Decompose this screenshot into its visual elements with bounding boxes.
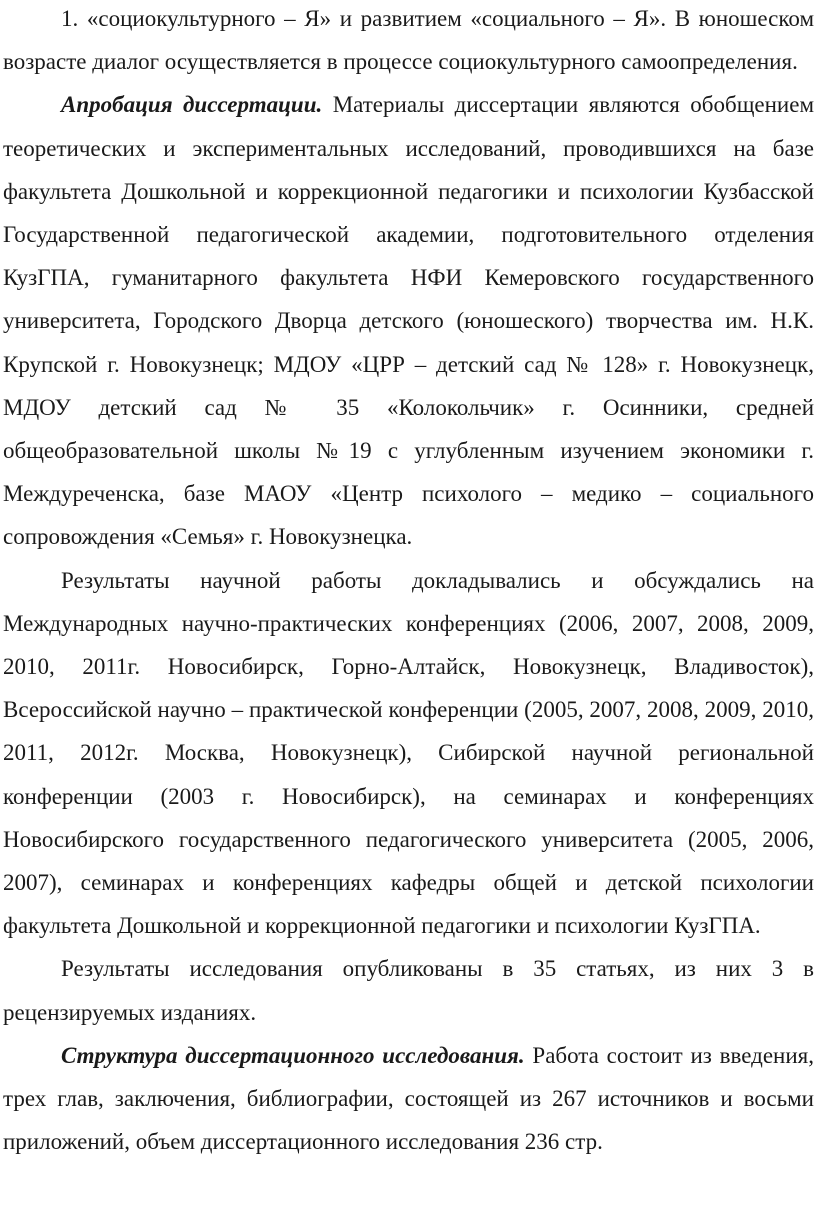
paragraph-approbation xyxy=(3,83,814,558)
paragraph-structure xyxy=(3,1034,814,1164)
section-heading-approbation: Апробация диссертации. xyxy=(61,92,323,118)
paragraph-text: Материалы диссертации являются обобщением теоретических и экспериментальных исследований, проводившихся на базе факультета Дошкольной и коррекционной педагогики и психологии Кузбасской Государственной педагогической академии, подготовительного отделения КузГПА, гуманитарного факультета НФИ Кемеровского государственного университета, Городского Дворца детского (юношеского) творчества им. Н.К. Крупской г. Новокузнецк; МДОУ «ЦРР – детский сад № 128» г. Новокузнецк, МДОУ детский сад № 35 «Колокольчик» г. Осинники, средней общеобразовательной школы №19 с углубленным изучением экономики г. Междуреченска, базе МАОУ «Центр психолого – медико – социального сопровождения «Семья» г. Новокузнецка. xyxy=(3,92,814,550)
paragraph-publications xyxy=(3,947,814,1033)
paragraph-text: Результаты научной работы докладывались и обсуждались на Международных научно-практических конференциях (2006, 2007, 2008, 2009, 2010, 2011г. Новосибирск, Горно-Алтайск, Новокузнецк, Владивосток), Всероссийской научно – практической конференции (2005, 2007, 2008, 2009, 2010, 2011, 2012г. Москва, Новокузнецк), Сибирской научной региональной конференции (2003 г. Новосибирск), на семинарах и конференциях Новосибирского государственного педагогического университета (2005, 2006, 2007), семинарах и конференциях кафедры общей и детской психологии факультета Дошкольной и коррекционной педагогики и психологии КузГПА. xyxy=(3,567,814,939)
paragraph-conferences xyxy=(3,559,814,948)
paragraph-text: Результаты исследования опубликованы в 35 статьях, из них 3 в рецензируемых изданиях. xyxy=(3,956,814,1025)
section-heading-structure: Структура диссертационного исследования. xyxy=(61,1042,525,1068)
paragraph-text: 1. «социокультурного – Я» и развитием «социального – Я». В юношеском возрасте диалог осуществляется в процессе социокультурного самоопределения. xyxy=(3,6,814,75)
paragraph-continuation xyxy=(3,0,814,83)
paragraph-text: Работа состоит из введения, трех глав, заключения, библиографии, состоящей из 267 источников и восьми приложений, объем диссертационного исследования 236 стр. xyxy=(3,1042,814,1155)
